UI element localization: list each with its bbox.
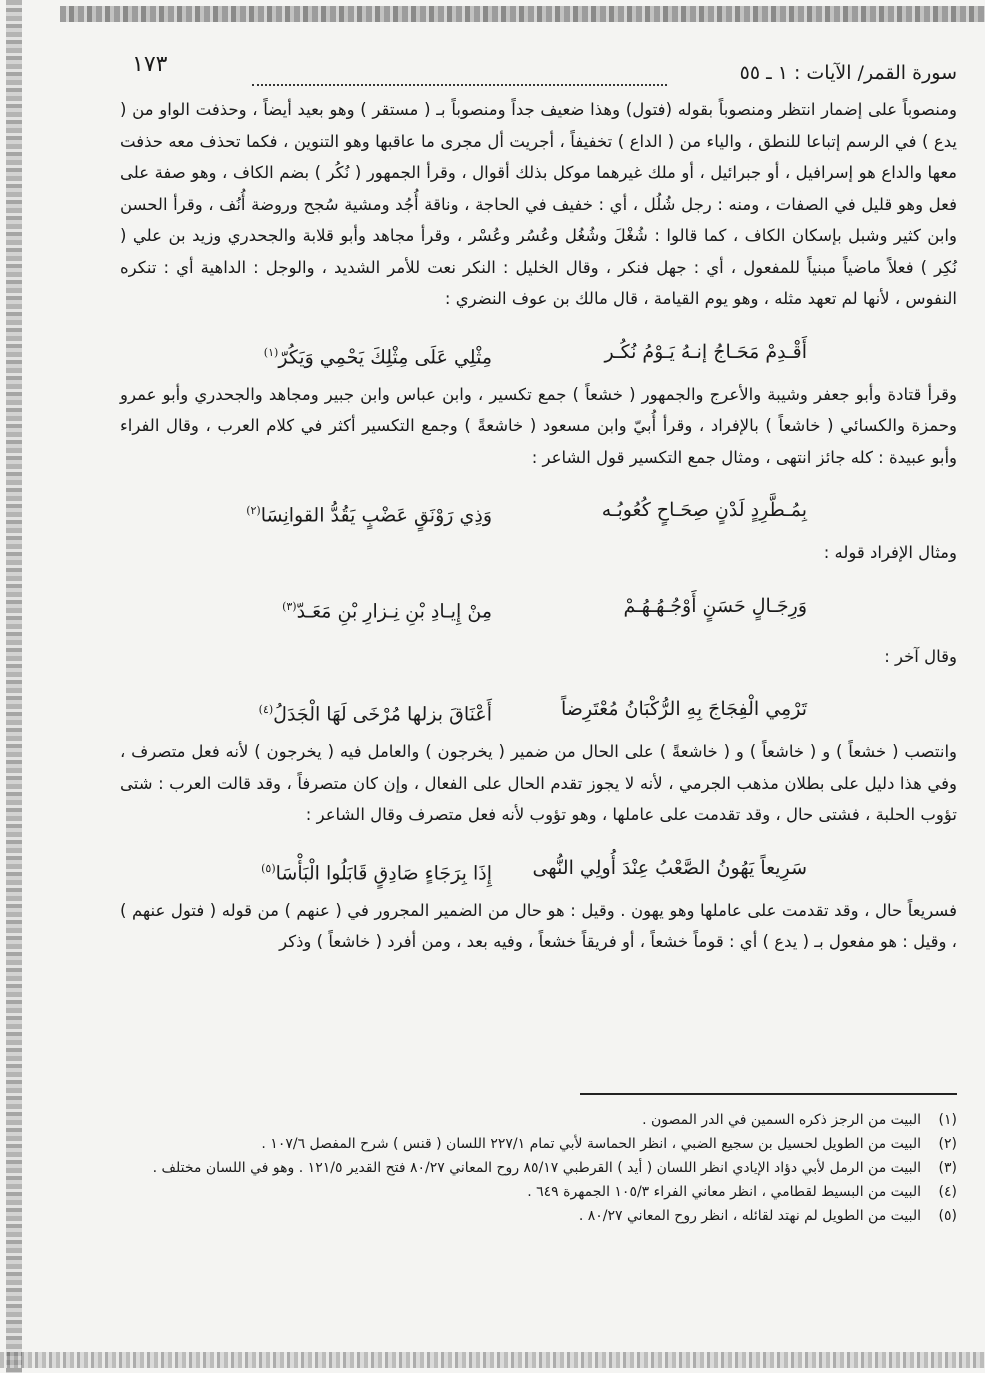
verse-first-hemistich: سَرِيعاً يَهُونُ الصَّعْبُ عِنْدَ أُولِي النُّهى	[532, 856, 807, 879]
footnote-text: البيت من الطويل لحسيل بن سجيع الضبي ، انظر الحماسة لأبي تمام ٢٢٧/١ اللسان ( قنس ) شرح المفصل ١٠٧/٦ .	[261, 1136, 921, 1152]
footnote-text: البيت من الطويل لم نهتد لقائله ، انظر روح المعاني ٨٠/٢٧ .	[578, 1208, 921, 1224]
verse-first-hemistich: تَرْمِي الْفِجَاجَ بِهِ الرُّكْبَانُ مُعْتَرِضاً	[561, 698, 807, 720]
footnote-number: (٤)	[938, 1184, 957, 1200]
paragraph: وقرأ قتادة وأبو جعفر وشيبة والأعرج والجمهور ( خشعاً ) جمع تكسير ، وابن عباس وابن جبير ومجاهد والجحدري وأبو عمرو وحمزة والكسائي ( خاشعاً ) بالإفراد ، وقرأ أُبيّ وابن مسعود ( خاشعةً ) وجمع التكسير أكثر في كلام العرب ، وقال الفراء وأبو عبيدة : كله جائز انتهى ، ومثال جمع التكسير قول الشاعر :	[120, 384, 957, 467]
verse-second-hemistich: أَعْنَاقَ بزلها مُرْخَى لَهَا الْجَدَلُ$^{(٤)}$	[258, 703, 492, 726]
verse-second-hemistich: وَذِي رَوْنَقٍ عَضْبٍ يَقُدُّ القوانِسَا$^{(٢)}$	[246, 504, 492, 527]
verse-second-hemistich: مِنْ إِيـادِ بْنِ نِـزارِ بْنِ مَعَـدّ$^{(٣)}$	[282, 599, 492, 622]
footnote-text: البيت من الرجز ذكره السمين في الدر المصون .	[642, 1112, 921, 1128]
footnote	[120, 1180, 957, 1204]
leader-dots	[252, 84, 667, 86]
verse	[120, 331, 957, 373]
left-ornamental-border	[6, 0, 22, 1373]
top-ornamental-border	[60, 6, 985, 22]
footnote-ref: (١)	[263, 345, 279, 359]
footnote-text: البيت من الرمل لأبي دؤاد الإيادي انظر اللسان ( أيد ) القرطبي ٨٥/١٧ روح المعاني ٨٠/٢٧ فتح القدير ١٢١/٥ . وهو في اللسان مختلف .	[152, 1160, 921, 1176]
page-number: ١٧٣	[132, 52, 168, 77]
paragraph: ومنصوباً على إضمار انتظر ومنصوباً بقوله (فتول) وهذا ضعيف جداً ومنصوباً بـ ( مستقر ) وهو بعيد أيضاً ، وحذفت الواو من ( يدع ) في الرسم إتباعا للنطق ، والياء من ( الداع ) تخفيفاً ، أجريت أل مجرى ما عاقبها وهو التنوين ، فكما تحذف معه حذفت معها والداع هو إسرافيل ، أو جبرائيل ، أو ملك غيرهما موكل بذلك أقوال ، وقرأ الجمهور ( نُكُر ) بضم الكاف ، وهو صفة على فعل وهو قليل في الصفات ، ومنه : رجل شُلُل ، أي : خفيف في الحاجة ، وناقة أُجُد ومشية سُجح وروضة أُنُف ، وقرأ الحسن وابن كثير وشبل بإسكان الكاف ، كما قالوا : شُغْلَ وشُغُل وعُسُر وعُسْر ، وقرأ مجاهد وأبو قلابة والجحدري وزيد بن علي ( نُكِر ) فعلاً ماضياً مبنياً للمفعول ، أي : جهل فنكر ، وقال الخليل : النكر نعت للأمر الشديد ، والوجل : الداهية أي : تنكره النفوس ، لأنها لم تعهد مثله ، وهو يوم القيامة ، قال مالك بن عوف النضري :	[120, 100, 957, 308]
footnote-ref: (٥)	[261, 861, 276, 875]
footnote-text: البيت من البسيط لقطامي ، انظر معاني الفراء ١٠٥/٣ الجمهرة ٦٤٩ .	[527, 1184, 921, 1200]
verse-second-hemistich: إِذَا بِرَجَاءٍ صَادِقٍ قَابَلُوا الْبَأْسَا$^{(٥)}$	[261, 861, 492, 884]
footnote-ref: (٣)	[282, 599, 297, 613]
footnote-ref: (٤)	[258, 703, 274, 716]
verse-first-hemistich: وَرِجَـالٍ حَسَنٍ أَوْجُـهُـهُـمْ	[623, 594, 807, 617]
footnote-number: (٣)	[938, 1160, 957, 1176]
footnote	[120, 1132, 957, 1156]
paragraph: وانتصب ( خشعاً ) و ( خاشعاً ) و ( خاشعةً ) على الحال من ضمير ( يخرجون ) والعامل فيه ( يخرجون ) لأنه فعل متصرف ، وفي هذا دليل على بطلان مذهب الجرمي ، لأنه لا يجوز تقدم الحال على الفعال ، وإن كان متصرفاً ، وقد قالت العرب : شتى تؤوب الحلبة ، فشتى حال ، وقد تقدمت على عاملها ، وهو تؤوب لأنه فعل متصرف وقال الشاعر :	[120, 742, 957, 824]
footnote-number: (٥)	[938, 1208, 957, 1224]
running-title: سورة القمر/ الآيات : ١ ـ ٥٥	[739, 62, 957, 84]
paragraph: ومثال الإفراد قوله :	[823, 543, 957, 562]
verse-first-hemistich: أَقْـدِمْ مَحَـاجُ إنـهُ يَـوْمُ نُكُـر	[604, 340, 807, 363]
footnote	[120, 1156, 957, 1180]
bottom-ornamental-border	[0, 1352, 985, 1368]
footnote-number: (١)	[938, 1112, 957, 1128]
footnote-ref: (٢)	[246, 504, 261, 517]
page-header	[132, 52, 957, 92]
main-text	[120, 94, 957, 958]
paragraph: فسريعاً حال ، وقد تقدمت على عاملها وهو يهون . وقيل : هو حال من الضمير المجرور في ( عنهم ) من قوله ( فتول عنهم ) ، وقيل : هو مفعول بـ ( يدع ) أي : قوماً خشعاً ، أو فريقاً خشعاً ، وفيه بعد ، ومن أفرد ( خاشعاً ) وذكر	[120, 900, 957, 951]
verse-first-hemistich: بِمُـطَّرِدٍ لَدْنٍ صِحَـاحٍ كُعُوبُـه	[601, 499, 807, 521]
verse-second-hemistich: مِثْلِي عَلَى مِثْلِكَ يَحْمِي وَيَكُرّ$^{(١)}$	[263, 345, 492, 368]
footnotes	[120, 1108, 957, 1228]
verse	[120, 585, 957, 627]
footnote	[120, 1108, 957, 1132]
paragraph: وقال آخر :	[884, 646, 957, 666]
footnote-number: (٢)	[938, 1136, 957, 1152]
footnote	[120, 1204, 957, 1228]
footnote-separator	[580, 1093, 957, 1095]
verse	[120, 489, 957, 531]
verse	[120, 847, 957, 889]
verse	[120, 688, 957, 730]
